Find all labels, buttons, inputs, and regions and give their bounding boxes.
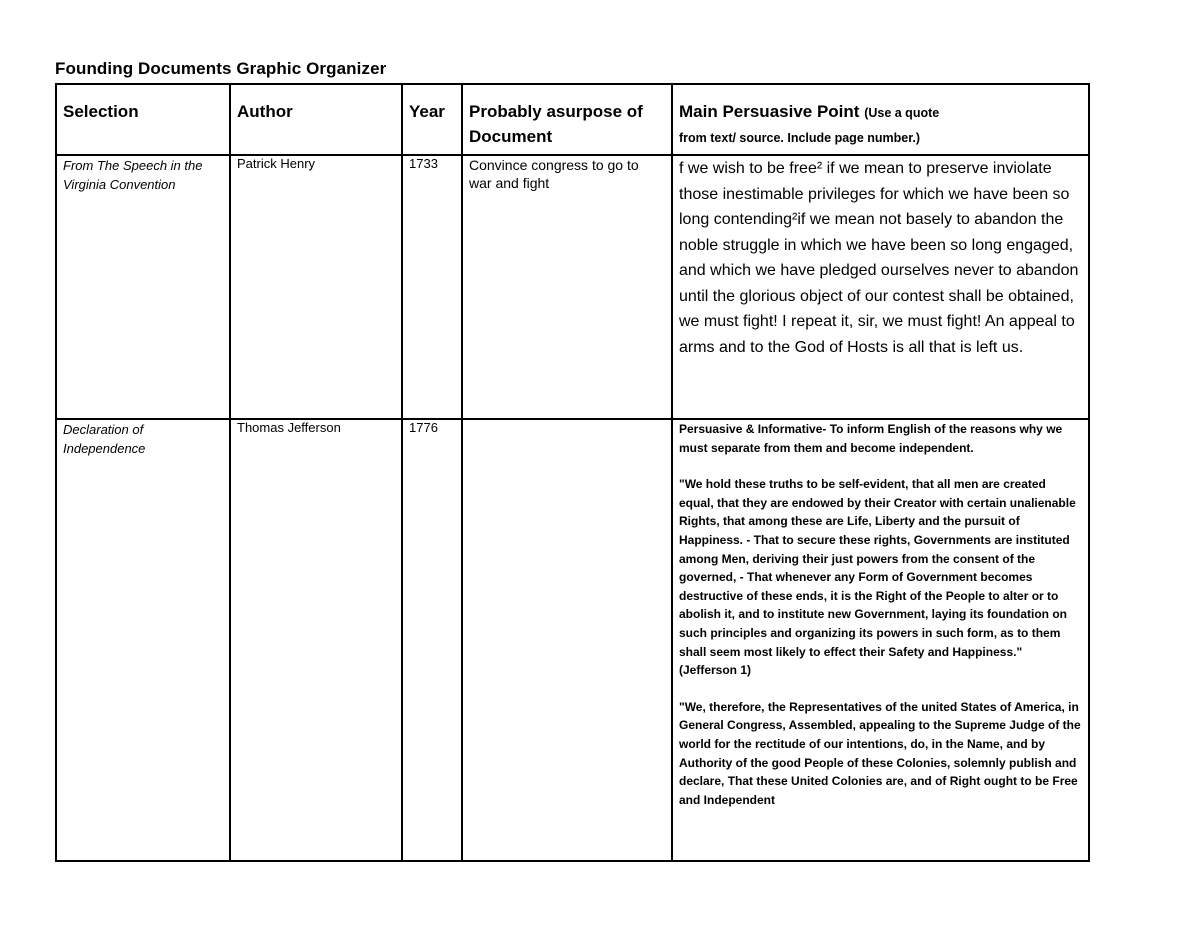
header-main-point-note-1: (Use a quote bbox=[864, 106, 940, 120]
page-title: Founding Documents Graphic Organizer bbox=[55, 59, 387, 78]
table-row bbox=[56, 419, 1089, 861]
purpose-cell bbox=[462, 419, 672, 861]
header-author: Author bbox=[230, 84, 402, 155]
selection-cell: From The Speech in the Virginia Convention bbox=[56, 155, 230, 419]
header-purpose: Probably asurpose of Document bbox=[462, 84, 672, 155]
quote-paragraph: Persuasive & Informative- To inform English of the reasons why we must separate from them and become independent. bbox=[679, 422, 1063, 455]
quote-cell: f we wish to be free² if we mean to preserve inviolate those inestimable privileges for which we have been so long contending²if we mean not basely to abandon the noble struggle in which we have been so long engaged, and which we have pledged ourselves never to abandon until the glorious object of our contest shall be obtained, we must fight! I repeat it, sir, we must fight! An appeal to arms and to the God of Hosts is all that is left us. bbox=[672, 155, 1089, 419]
table-row bbox=[56, 155, 1089, 419]
header-selection: Selection bbox=[56, 84, 230, 155]
author-cell: Thomas Jefferson bbox=[230, 419, 402, 861]
header-year: Year bbox=[402, 84, 462, 155]
purpose-cell: Convince congress to go to war and fight bbox=[462, 155, 672, 419]
author-cell: Patrick Henry bbox=[230, 155, 402, 419]
header-main-point-note-2: from text/ source. Include page number.) bbox=[679, 131, 921, 145]
header-main-point bbox=[672, 84, 1089, 155]
selection-cell: Declaration of Independence bbox=[56, 419, 230, 861]
quote-paragraph: "We, therefore, the Representatives of the united States of America, in General Congress, Assembled, appealing to the Supreme Judge of the world for the rectitude of our intentions, do, in the Name, and by Authority of the good People of these Colonies, solemnly publish and declare, That these United Colonies are, and of Right ought to be Free and Independent bbox=[679, 699, 1081, 807]
year-cell: 1733 bbox=[402, 155, 462, 419]
header-main-point-label: Main Persuasive Point bbox=[679, 102, 860, 121]
quote-cell bbox=[672, 419, 1089, 861]
organizer-table bbox=[55, 83, 1090, 862]
year-cell: 1776 bbox=[402, 419, 462, 861]
header-row bbox=[56, 84, 1089, 155]
quote-paragraph: "We hold these truths to be self-evident, that all men are created equal, that they are endowed by their Creator with certain unalienable Rights, that among these are Life, Liberty and the pursuit of Happiness. - That to secure these rights, Governments are instituted among Men, deriving their just powers from the consent of the governed, - That whenever any Form of Government becomes destructive of these ends, it is the Right of the People to alter or to abolish it, and to institute new Government, laying its foundation on such principles and organizing its powers in such form, as to them shall seem most likely to effect their Safety and Happiness." (Jefferson 1) bbox=[679, 477, 1076, 678]
